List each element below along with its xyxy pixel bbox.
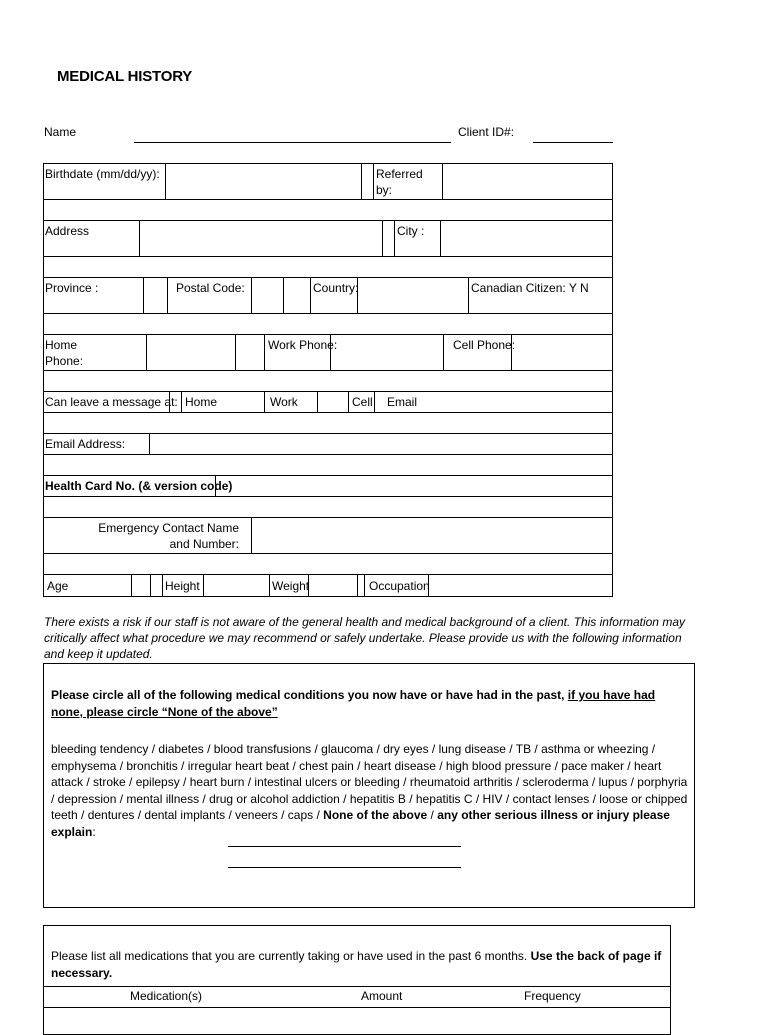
country-label: Country: (313, 281, 359, 295)
cell-phone-field[interactable] (511, 334, 613, 371)
risk-notice: There exists a risk if our staff is not aware of the general health and medical background of a client. This information may critically affect what procedure we may recommend or safely undertake. Please provide us with the following information and keep it updated. (44, 615, 685, 661)
message-work-option[interactable]: Work (270, 395, 298, 409)
conditions-instruction-text: Please circle all of the following medical conditions you now have or have had in the past, (51, 688, 568, 702)
work-phone-field[interactable] (330, 334, 444, 371)
client-id-field[interactable] (533, 142, 613, 143)
health-card-field[interactable] (215, 475, 613, 497)
citizen-label: Canadian Citizen: Y N (471, 281, 589, 295)
email-field[interactable] (149, 433, 613, 455)
birthdate-field[interactable] (165, 163, 362, 200)
postal-field[interactable] (251, 277, 284, 314)
weight-label: Weight (272, 579, 310, 593)
column-amount: Amount (361, 989, 403, 1003)
weight-field[interactable] (308, 574, 358, 597)
age-label: Age (47, 579, 69, 593)
emergency-contact-field[interactable] (251, 517, 613, 554)
explain-line-1[interactable] (228, 846, 461, 847)
emergency-contact-label: Emergency Contact Name and Number: (98, 521, 239, 551)
medications-instruction-bold: Use the back of page if necessary. (51, 949, 662, 980)
home-phone-label: Home Phone: (45, 338, 84, 368)
message-home-option[interactable]: Home (185, 395, 218, 409)
address-field[interactable] (139, 220, 383, 257)
column-frequency: Frequency (524, 989, 581, 1003)
page-title: MEDICAL HISTORY (57, 68, 193, 85)
age-field[interactable] (131, 574, 151, 597)
message-label: Can leave a message at: (45, 395, 178, 409)
province-field[interactable] (143, 277, 168, 314)
work-phone-label: Work Phone: (268, 338, 338, 352)
country-field[interactable] (357, 277, 469, 314)
cell-phone-label: Cell Phone: (453, 338, 516, 352)
message-cell-option[interactable]: Cell (352, 395, 373, 409)
name-label: Name (44, 125, 77, 139)
postal-label: Postal Code: (176, 281, 245, 295)
occupation-label: Occupation (369, 579, 430, 593)
message-email-option[interactable]: Email (387, 395, 418, 409)
city-label: City : (397, 224, 425, 238)
home-phone-ext-field[interactable] (235, 334, 265, 371)
none-of-the-above-option[interactable]: None of the above (323, 808, 428, 822)
height-field[interactable] (203, 574, 270, 597)
conditions-list[interactable] (51, 741, 689, 840)
referred-field[interactable] (442, 163, 613, 200)
medications-instruction-text: Please list all medications that you are currently taking or have used in the past 6 months. (51, 949, 531, 963)
message-work-checkbox[interactable] (317, 391, 349, 413)
medications-instruction (51, 948, 681, 981)
column-medication: Medication(s) (130, 989, 203, 1003)
conditions-sep: / (427, 808, 438, 822)
address-spacer (382, 220, 395, 257)
height-label: Height (165, 579, 200, 593)
referred-label: Referred by: (376, 167, 423, 197)
conditions-instruction-underlined: if you have had none, please circle “None of the above” (51, 688, 656, 719)
province-label: Province : (45, 281, 99, 295)
client-id-label: Client ID#: (458, 125, 515, 139)
conditions-end: : (92, 824, 96, 839)
home-phone-field[interactable] (146, 334, 236, 371)
conditions-instruction (51, 687, 681, 720)
birthdate-label: Birthdate (mm/dd/yy): (45, 167, 160, 181)
health-card-label: Health Card No. (& version code) (45, 479, 233, 493)
email-label: Email Address: (45, 437, 126, 451)
conditions-list-text[interactable]: bleeding tendency / diabetes / blood transfusions / glaucoma / dry eyes / lung disease / TB / asthma or wheezing / emphysema / bronchitis / irregular heart beat / chest pain / heart disease / high blood pressure / pace maker / heart attack / stroke / epilepsy / heart burn / intestinal ulcers or bleeding / rheumatoid arthritis / scleroderma / lupus / porphyria / depression / mental illness / drug or alcohol addiction / hepatitis B / hepatitis C / HIV / contact lenses / loose or chipped teeth / dentures / dental implants / veneers / caps / (51, 742, 688, 822)
postal-field-2[interactable] (283, 277, 311, 314)
name-field[interactable] (134, 142, 451, 143)
explain-line-2[interactable] (228, 867, 461, 868)
city-field[interactable] (440, 220, 613, 257)
occupation-field[interactable] (428, 574, 613, 597)
other-illness-option[interactable]: any other serious illness or injury please explain (51, 808, 670, 839)
address-label: Address (45, 224, 90, 238)
